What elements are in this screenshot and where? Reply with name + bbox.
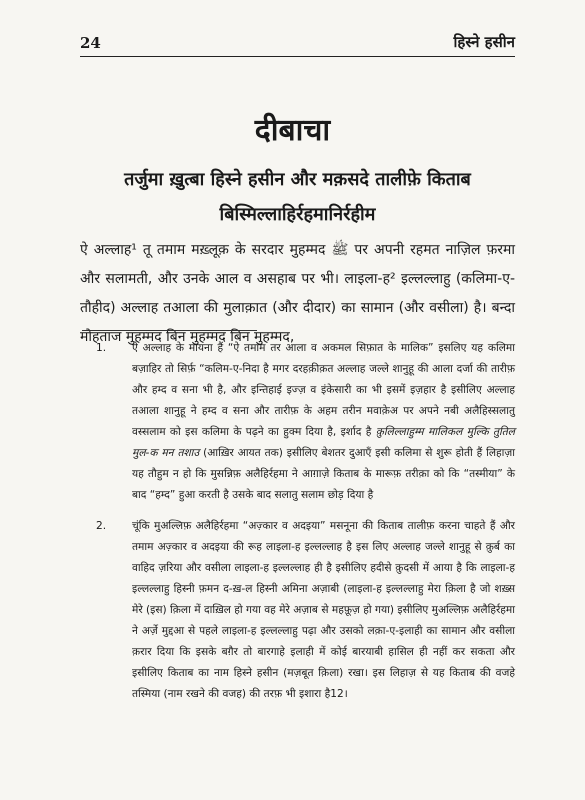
page-number: 24 [80, 34, 101, 52]
footnote-text: (आख़िर आयत तक) इसीलिए बेशतर दुआएँ इसी कलिमा से शुरू होती हैं लिहाज़ा यह तौहुम न हो कि मुसन्निफ़ अलैहिर्रहमा ने आग़ाज़े किताब के मारूफ़ तरीक़ा को कि “तस्मीया” के बाद “हम्द” हुआ करती है उसके बाद सलातु सलाम छोड़ दिया है [132, 447, 515, 501]
running-title: हिस्ने हसीन [453, 33, 515, 51]
footnotes [82, 338, 515, 705]
page-header [80, 32, 515, 57]
footnote-quote: क़ुलिल्लाहुम्म मालिकल मुल्कि तुतिल मुल-क मन तशाउ [132, 426, 515, 459]
footnote-text: चूंकि मुअल्लिफ़ अलैहिर्रहमा “अज़्कार व अदइया” मसनूना की किताब तालीफ़ करना चाहते हैं और तमाम अज़्कार व अदइया की रूह लाइला-ह इल्लल्लाह है इस लिए अल्लाह जल्ले शानुहू से क़ुर्ब का वाहिद ज़रिया और वसीला लाइला-ह इल्लल्लाह ही है इसीलिए हदीसे क़ुदसी में आया है कि लाइला-ह इल्लल्लाहु हिस्नी फ़मन द-ख़-ल हिस्नी अमिना अज़ाबी (लाइला-ह इल्लल्लाहु मेरा क़िला है जो शख़्स मेरे (इस) क़िला में दाख़िल हो गया वह मेरे अज़ाब से महफ़ूज़ हो गया) इसीलिए मुअल्लिफ़ अलैहिर्रहमा ने अर्ज़े मुद्दआ से पहले लाइला-ह इल्लल्लाहु पढ़ा और उसको लक़ा-ए-इलाही का सामान और वसीला क़रार दिया कि इसके बग़ैर तो बारगाहे इलाही में कोई बारयाबी हासिल ही नहीं कर सकता और इसीलिए किताब का नाम हिस्ने हसीन (मज़बूत क़िला) रखा। इस लिहाज़ से यह किताब की वजहे तस्मिया (नाम रखने की वजह) की तरफ़ भी इशारा है12। [132, 520, 515, 700]
footnote-1 [82, 338, 515, 506]
bismillah-heading: बिस्मिल्लाहिर्रहमानिर्रहीम [219, 204, 376, 225]
chapter-subtitle: तर्जुमा ख़ुत्बा हिस्ने हसीन और मक़सदे तालीफ़े किताब [124, 169, 471, 190]
footnote-number: 1. [96, 342, 107, 354]
footnote-divider [82, 330, 257, 331]
chapter-title: दीबाचा [254, 113, 331, 148]
footnote-text: ऐ अल्लाह के मायना हैं “ऐ तमाम तर आला व अकमल सिफ़ात के मालिक” इसलिए यह कलिमा बज़ाहिर तो सिर्फ़ “कलिम-ए-निदा है मगर दरहक़ीक़त अल्लाह जल्ले शानुहू की आला दर्जा की तारीफ़ और हम्द व सना भी है, और इन्तिहाई इज्ज़ व इंकेसारी का भी इसमें इज़हार है इसीलिए अल्लाह तआला शानुहू ने हम्द व सना और तारीफ़ के अहम तरीन मवाक़ेअ पर अपने नबी अलैहिस्सलातु वस्सलाम को इस कलिमा के पढ़ने का हुक्म दिया है, इर्शाद है [132, 342, 515, 438]
footnote-2 [82, 516, 515, 705]
body-paragraph: ऐ अल्लाह¹ तू तमाम मख़्लूक़ के सरदार मुहम्मद ﷺ पर अपनी रहमत नाज़िल फ़रमा और सलामती, और उनके आल व असहाब पर भी। लाइला-ह² इल्लल्लाहु (कलिमा-ए-तौहीद) अल्लाह तआला की मुलाक़ात (और दीदार) का सामान (और वसीला) है। बन्दा मोहताज मुहम्मद बिन मुहम्मद बिन मुहम्मद, [80, 242, 515, 345]
footnote-number: 2. [96, 520, 107, 532]
